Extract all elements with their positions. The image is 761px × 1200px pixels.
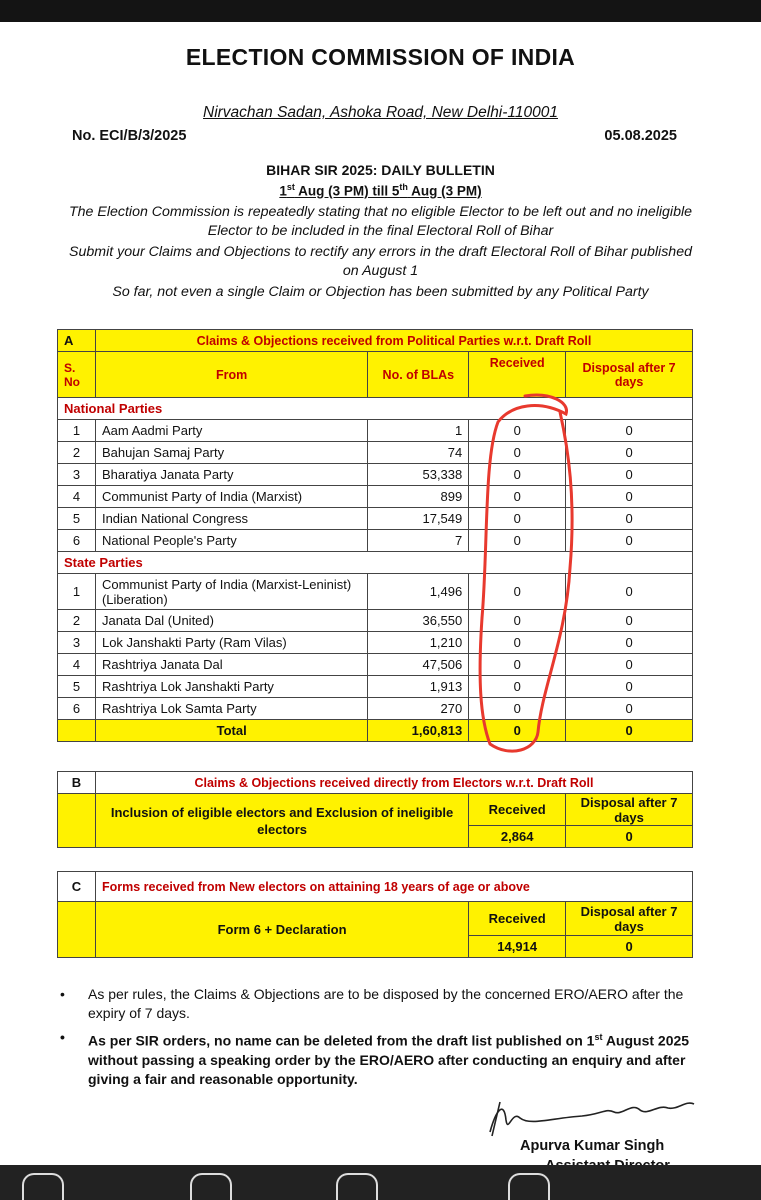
- table-cell: 2: [58, 442, 96, 464]
- table-cell: 6: [58, 698, 96, 720]
- col-sno: S. No: [58, 352, 96, 398]
- table-cell: 1: [58, 420, 96, 442]
- table-b-disposal: 0: [566, 826, 693, 848]
- table-b-label: B: [58, 772, 96, 794]
- table-cell: 0: [469, 676, 566, 698]
- table-cell: 3: [58, 464, 96, 486]
- table-row: [58, 676, 693, 698]
- total-disposal: 0: [566, 720, 693, 742]
- table-cell: Communist Party of India (Marxist-Leninist) (Liberation): [95, 574, 367, 610]
- table-cell: 0: [469, 574, 566, 610]
- table-b: [57, 771, 693, 848]
- table-cell: 0: [566, 486, 693, 508]
- table-cell: Rashtriya Lok Samta Party: [95, 698, 367, 720]
- page-title: ELECTION COMMISSION OF INDIA: [185, 44, 576, 70]
- table-c-received: 14,914: [469, 936, 566, 958]
- table-cell: Bahujan Samaj Party: [95, 442, 367, 464]
- table-cell: 1: [368, 420, 469, 442]
- table-cell: 17,549: [368, 508, 469, 530]
- note-2: • As per SIR orders, no name can be deleted from the draft list published on 1st August 2025 without passing a speaking order by the ERO/AERO after conducting an enquiry and after giving a fair and reasonable opportunity.: [60, 1029, 690, 1087]
- note-1: • As per rules, the Claims & Objections are to be disposed by the concerned ERO/AERO after the expiry of 7 days.: [60, 986, 684, 1021]
- table-cell: 0: [469, 508, 566, 530]
- table-a: [57, 329, 693, 742]
- address: Nirvachan Sadan, Ashoka Road, New Delhi-110001: [203, 104, 558, 121]
- table-cell: 0: [469, 442, 566, 464]
- table-cell: 0: [566, 530, 693, 552]
- state-parties-label: State Parties: [58, 552, 693, 574]
- table-row: [58, 698, 693, 720]
- table-cell: 4: [58, 486, 96, 508]
- table-cell: Indian National Congress: [95, 508, 367, 530]
- table-cell: 0: [469, 654, 566, 676]
- table-cell: 0: [469, 486, 566, 508]
- table-cell: [58, 794, 96, 848]
- table-cell: Rashtriya Lok Janshakti Party: [95, 676, 367, 698]
- top-status-bar: [0, 0, 761, 22]
- table-row: [58, 464, 693, 486]
- bottom-action-bar: [0, 1165, 761, 1200]
- table-cell: 0: [469, 530, 566, 552]
- table-cell: 1: [58, 574, 96, 610]
- table-cell: 1,210: [368, 632, 469, 654]
- table-cell: Aam Aadmi Party: [95, 420, 367, 442]
- red-annotation-circle: [470, 388, 580, 760]
- total-row: [58, 720, 693, 742]
- table-cell: 0: [469, 698, 566, 720]
- like-icon[interactable]: [336, 1173, 378, 1200]
- table-row: [58, 486, 693, 508]
- repost-icon[interactable]: [190, 1173, 232, 1200]
- table-cell: Communist Party of India (Marxist): [95, 486, 367, 508]
- table-cell: 74: [368, 442, 469, 464]
- table-a-label: A: [58, 330, 96, 352]
- table-cell: 0: [566, 698, 693, 720]
- table-cell: 3: [58, 632, 96, 654]
- table-c-title: Forms received from New electors on attaining 18 years of age or above: [95, 872, 692, 902]
- statement-line-1: The Election Commission is repeatedly stating that no eligible Elector to be left out and no ineligible Elector to be included in the final Electoral Roll of Bihar: [68, 204, 693, 239]
- table-c-col-received: Received: [469, 902, 566, 936]
- table-b-description: Inclusion of eligible electors and Exclusion of ineligible electors: [95, 794, 468, 848]
- signature: [482, 1090, 702, 1142]
- table-cell: 5: [58, 508, 96, 530]
- col-blas: No. of BLAs: [368, 352, 469, 398]
- table-cell: 0: [469, 610, 566, 632]
- table-cell: [58, 720, 96, 742]
- document-date: 05.08.2025: [604, 128, 677, 144]
- views-icon[interactable]: [508, 1173, 550, 1200]
- table-cell: 0: [566, 654, 693, 676]
- reply-icon[interactable]: [22, 1173, 64, 1200]
- reference-number: No. ECI/B/3/2025: [72, 128, 187, 144]
- table-row: [58, 574, 693, 610]
- table-cell: 0: [566, 676, 693, 698]
- col-received: Received: [469, 352, 566, 398]
- table-row: [58, 610, 693, 632]
- table-b-title: Claims & Objections received directly from Electors w.r.t. Draft Roll: [95, 772, 692, 794]
- statement-line-2: Submit your Claims and Objections to rectify any errors in the draft Electoral Roll of Bihar published on August 1: [69, 244, 692, 279]
- table-cell: Janata Dal (United): [95, 610, 367, 632]
- table-cell: 0: [566, 610, 693, 632]
- bulletin-period: 1st Aug (3 PM) till 5th Aug (3 PM): [279, 182, 482, 199]
- table-cell: 0: [566, 464, 693, 486]
- table-cell: 0: [566, 420, 693, 442]
- table-cell: [58, 902, 96, 958]
- bulletin-title: BIHAR SIR 2025: DAILY BULLETIN: [266, 162, 495, 178]
- statement-line-3: So far, not even a single Claim or Objection has been submitted by any Political Party: [112, 284, 649, 300]
- table-row: [58, 420, 693, 442]
- table-row: [58, 530, 693, 552]
- table-c-col-disposal: Disposal after 7 days: [566, 902, 693, 936]
- table-a-title: Claims & Objections received from Political Parties w.r.t. Draft Roll: [95, 330, 692, 352]
- col-from: From: [95, 352, 367, 398]
- table-row: [58, 508, 693, 530]
- table-cell: 1,496: [368, 574, 469, 610]
- total-blas: 1,60,813: [368, 720, 469, 742]
- table-cell: 0: [469, 420, 566, 442]
- table-row: [58, 442, 693, 464]
- table-c: [57, 871, 693, 958]
- table-cell: 0: [469, 464, 566, 486]
- table-cell: 6: [58, 530, 96, 552]
- table-cell: 7: [368, 530, 469, 552]
- table-cell: National People's Party: [95, 530, 367, 552]
- table-cell: 0: [469, 632, 566, 654]
- table-row: [58, 654, 693, 676]
- table-cell: 5: [58, 676, 96, 698]
- table-cell: 0: [566, 508, 693, 530]
- table-cell: 4: [58, 654, 96, 676]
- total-label: Total: [95, 720, 367, 742]
- col-disposal: Disposal after 7 days: [566, 352, 693, 398]
- table-cell: 36,550: [368, 610, 469, 632]
- table-cell: 899: [368, 486, 469, 508]
- table-cell: 0: [566, 442, 693, 464]
- national-parties-label: National Parties: [58, 398, 693, 420]
- table-cell: 47,506: [368, 654, 469, 676]
- table-b-received: 2,864: [469, 826, 566, 848]
- signatory-name: Apurva Kumar Singh: [520, 1138, 665, 1154]
- table-cell: Lok Janshakti Party (Ram Vilas): [95, 632, 367, 654]
- table-cell: 53,338: [368, 464, 469, 486]
- table-cell: 0: [566, 574, 693, 610]
- table-cell: Rashtriya Janata Dal: [95, 654, 367, 676]
- table-cell: 1,913: [368, 676, 469, 698]
- table-c-disposal: 0: [566, 936, 693, 958]
- table-cell: Bharatiya Janata Party: [95, 464, 367, 486]
- table-row: [58, 632, 693, 654]
- table-c-label: C: [58, 872, 96, 902]
- total-received: 0: [469, 720, 566, 742]
- table-c-description: Form 6 + Declaration: [95, 902, 468, 958]
- table-b-col-received: Received: [469, 794, 566, 826]
- table-cell: 0: [566, 632, 693, 654]
- table-b-col-disposal: Disposal after 7 days: [566, 794, 693, 826]
- table-cell: 270: [368, 698, 469, 720]
- table-cell: 2: [58, 610, 96, 632]
